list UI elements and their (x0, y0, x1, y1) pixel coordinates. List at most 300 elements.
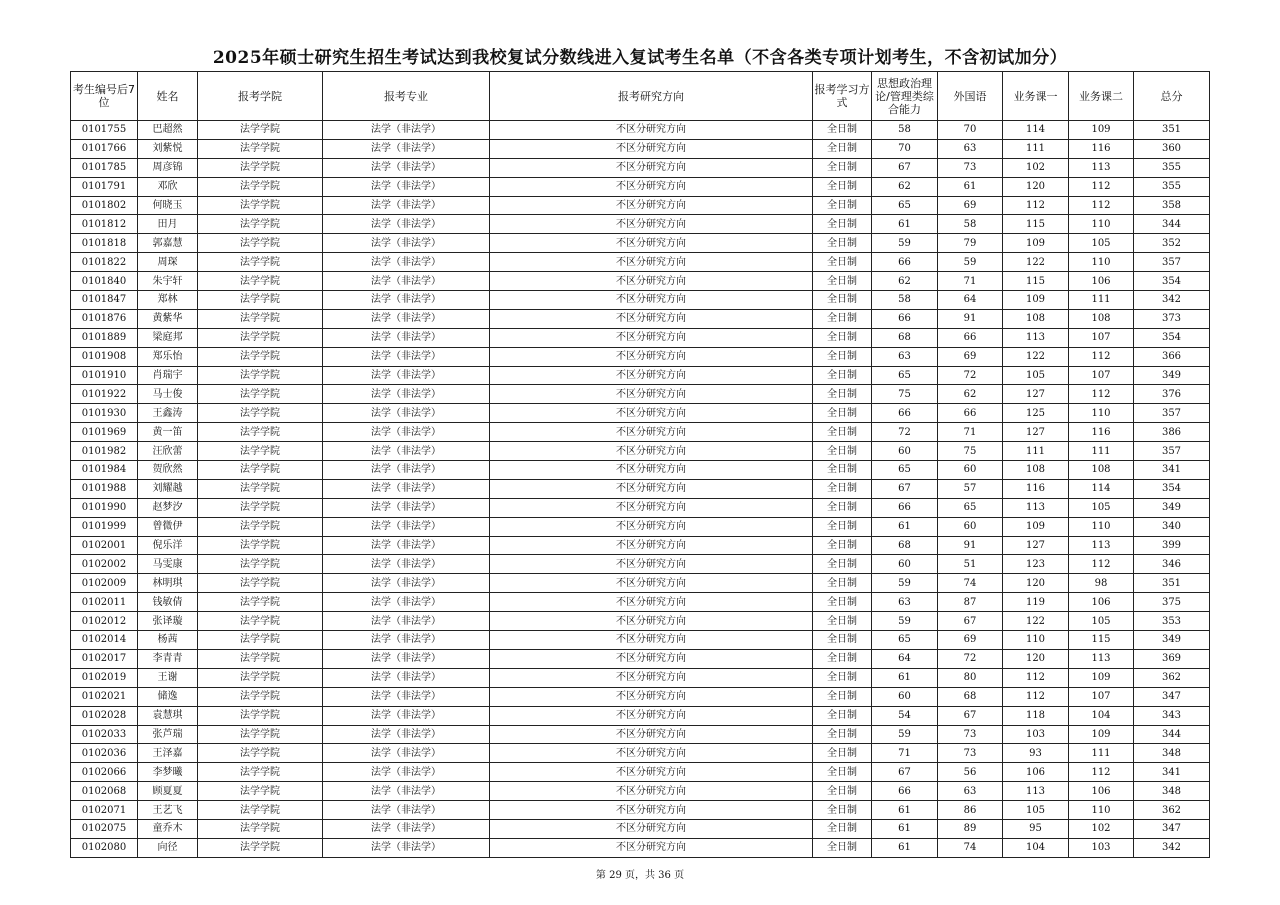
cell-total: 340 (1134, 517, 1210, 536)
cell-subject-two: 109 (1069, 725, 1134, 744)
cell-major: 法学（非法学） (323, 782, 490, 801)
header-cell-college: 报考学院 (198, 72, 323, 121)
cell-name: 王谢 (138, 668, 198, 687)
cell-name: 袁慧琪 (138, 706, 198, 725)
cell-subject-two: 105 (1069, 498, 1134, 517)
cell-study-mode: 全日制 (813, 177, 872, 196)
cell-name: 李青青 (138, 649, 198, 668)
cell-politics: 65 (872, 196, 938, 215)
table-row (71, 649, 1210, 668)
cell-total: 348 (1134, 744, 1210, 763)
cell-name: 周彦锦 (138, 158, 198, 177)
cell-major: 法学（非法学） (323, 177, 490, 196)
cell-foreign-language: 73 (938, 725, 1003, 744)
cell-research-direction: 不区分研究方向 (490, 121, 813, 140)
table-row (71, 309, 1210, 328)
cell-name: 马雯康 (138, 555, 198, 574)
cell-exam-id: 0102066 (71, 763, 138, 782)
cell-study-mode: 全日制 (813, 649, 872, 668)
cell-research-direction: 不区分研究方向 (490, 309, 813, 328)
table-body (71, 121, 1210, 858)
candidate-table (70, 71, 1210, 858)
cell-total: 362 (1134, 801, 1210, 820)
cell-name: 向径 (138, 838, 198, 857)
cell-major: 法学（非法学） (323, 404, 490, 423)
cell-research-direction: 不区分研究方向 (490, 461, 813, 480)
cell-study-mode: 全日制 (813, 725, 872, 744)
cell-major: 法学（非法学） (323, 706, 490, 725)
cell-politics: 61 (872, 801, 938, 820)
cell-exam-id: 0101766 (71, 139, 138, 158)
cell-total: 358 (1134, 196, 1210, 215)
cell-college: 法学学院 (198, 442, 323, 461)
cell-total: 348 (1134, 782, 1210, 801)
table-row (71, 328, 1210, 347)
cell-college: 法学学院 (198, 177, 323, 196)
cell-foreign-language: 74 (938, 838, 1003, 857)
cell-foreign-language: 71 (938, 423, 1003, 442)
cell-subject-two: 107 (1069, 687, 1134, 706)
cell-subject-one: 93 (1003, 744, 1069, 763)
cell-exam-id: 0102075 (71, 819, 138, 838)
cell-college: 法学学院 (198, 404, 323, 423)
cell-major: 法学（非法学） (323, 234, 490, 253)
cell-exam-id: 0102001 (71, 536, 138, 555)
cell-foreign-language: 63 (938, 139, 1003, 158)
cell-total: 341 (1134, 763, 1210, 782)
cell-research-direction: 不区分研究方向 (490, 196, 813, 215)
cell-college: 法学学院 (198, 121, 323, 140)
cell-name: 林明琪 (138, 574, 198, 593)
cell-college: 法学学院 (198, 725, 323, 744)
cell-politics: 60 (872, 442, 938, 461)
cell-exam-id: 0101910 (71, 366, 138, 385)
cell-college: 法学学院 (198, 158, 323, 177)
cell-study-mode: 全日制 (813, 744, 872, 763)
cell-name: 赵梦汐 (138, 498, 198, 517)
cell-major: 法学（非法学） (323, 763, 490, 782)
cell-college: 法学学院 (198, 649, 323, 668)
cell-exam-id: 0101889 (71, 328, 138, 347)
cell-subject-two: 112 (1069, 555, 1134, 574)
cell-politics: 61 (872, 819, 938, 838)
cell-major: 法学（非法学） (323, 215, 490, 234)
cell-study-mode: 全日制 (813, 479, 872, 498)
cell-major: 法学（非法学） (323, 517, 490, 536)
table-row (71, 385, 1210, 404)
cell-subject-two: 106 (1069, 782, 1134, 801)
cell-foreign-language: 73 (938, 744, 1003, 763)
cell-foreign-language: 67 (938, 706, 1003, 725)
cell-subject-one: 113 (1003, 782, 1069, 801)
cell-study-mode: 全日制 (813, 139, 872, 158)
cell-subject-one: 112 (1003, 668, 1069, 687)
cell-exam-id: 0101922 (71, 385, 138, 404)
cell-research-direction: 不区分研究方向 (490, 404, 813, 423)
cell-name: 巴超然 (138, 121, 198, 140)
cell-subject-one: 120 (1003, 574, 1069, 593)
cell-college: 法学学院 (198, 687, 323, 706)
cell-exam-id: 0102011 (71, 593, 138, 612)
cell-college: 法学学院 (198, 272, 323, 291)
cell-foreign-language: 69 (938, 347, 1003, 366)
table-row (71, 782, 1210, 801)
cell-exam-id: 0101791 (71, 177, 138, 196)
cell-subject-one: 112 (1003, 687, 1069, 706)
cell-major: 法学（非法学） (323, 668, 490, 687)
cell-major: 法学（非法学） (323, 725, 490, 744)
cell-subject-two: 110 (1069, 801, 1134, 820)
cell-politics: 59 (872, 574, 938, 593)
cell-subject-two: 109 (1069, 121, 1134, 140)
cell-study-mode: 全日制 (813, 461, 872, 480)
cell-research-direction: 不区分研究方向 (490, 668, 813, 687)
cell-subject-two: 107 (1069, 328, 1134, 347)
table-row (71, 687, 1210, 706)
cell-subject-two: 105 (1069, 234, 1134, 253)
cell-subject-one: 127 (1003, 423, 1069, 442)
cell-politics: 65 (872, 631, 938, 650)
cell-name: 顾夏夏 (138, 782, 198, 801)
cell-study-mode: 全日制 (813, 385, 872, 404)
cell-research-direction: 不区分研究方向 (490, 838, 813, 857)
cell-total: 354 (1134, 272, 1210, 291)
cell-subject-two: 116 (1069, 139, 1134, 158)
cell-subject-two: 111 (1069, 744, 1134, 763)
cell-subject-one: 110 (1003, 631, 1069, 650)
table-row (71, 291, 1210, 310)
cell-college: 法学学院 (198, 253, 323, 272)
table-row (71, 423, 1210, 442)
header-cell-major: 报考专业 (323, 72, 490, 121)
cell-study-mode: 全日制 (813, 536, 872, 555)
cell-subject-two: 113 (1069, 649, 1134, 668)
cell-name: 张译璇 (138, 612, 198, 631)
cell-politics: 63 (872, 347, 938, 366)
cell-total: 362 (1134, 668, 1210, 687)
cell-exam-id: 0101908 (71, 347, 138, 366)
cell-total: 369 (1134, 649, 1210, 668)
cell-study-mode: 全日制 (813, 687, 872, 706)
cell-politics: 62 (872, 177, 938, 196)
cell-research-direction: 不区分研究方向 (490, 385, 813, 404)
cell-name: 钱敏倩 (138, 593, 198, 612)
cell-politics: 70 (872, 139, 938, 158)
cell-exam-id: 0102071 (71, 801, 138, 820)
cell-foreign-language: 65 (938, 498, 1003, 517)
cell-foreign-language: 66 (938, 328, 1003, 347)
cell-study-mode: 全日制 (813, 328, 872, 347)
cell-politics: 66 (872, 404, 938, 423)
cell-foreign-language: 59 (938, 253, 1003, 272)
cell-research-direction: 不区分研究方向 (490, 744, 813, 763)
cell-foreign-language: 60 (938, 517, 1003, 536)
cell-exam-id: 0101755 (71, 121, 138, 140)
cell-politics: 59 (872, 725, 938, 744)
cell-name: 梁庭邦 (138, 328, 198, 347)
cell-research-direction: 不区分研究方向 (490, 215, 813, 234)
cell-name: 朱宇轩 (138, 272, 198, 291)
cell-research-direction: 不区分研究方向 (490, 687, 813, 706)
cell-major: 法学（非法学） (323, 687, 490, 706)
cell-subject-two: 98 (1069, 574, 1134, 593)
table-row (71, 612, 1210, 631)
cell-research-direction: 不区分研究方向 (490, 253, 813, 272)
cell-subject-two: 110 (1069, 404, 1134, 423)
table-row (71, 177, 1210, 196)
cell-politics: 67 (872, 158, 938, 177)
cell-college: 法学学院 (198, 763, 323, 782)
cell-study-mode: 全日制 (813, 291, 872, 310)
cell-total: 351 (1134, 121, 1210, 140)
cell-exam-id: 0102021 (71, 687, 138, 706)
cell-foreign-language: 61 (938, 177, 1003, 196)
cell-exam-id: 0101969 (71, 423, 138, 442)
table-row (71, 215, 1210, 234)
cell-college: 法学学院 (198, 498, 323, 517)
cell-study-mode: 全日制 (813, 612, 872, 631)
header-cell-research-direction: 报考研究方向 (490, 72, 813, 121)
cell-subject-two: 112 (1069, 196, 1134, 215)
cell-major: 法学（非法学） (323, 328, 490, 347)
cell-exam-id: 0102036 (71, 744, 138, 763)
cell-foreign-language: 72 (938, 366, 1003, 385)
cell-subject-two: 116 (1069, 423, 1134, 442)
cell-politics: 66 (872, 309, 938, 328)
cell-major: 法学（非法学） (323, 744, 490, 763)
cell-politics: 58 (872, 291, 938, 310)
cell-research-direction: 不区分研究方向 (490, 479, 813, 498)
cell-research-direction: 不区分研究方向 (490, 366, 813, 385)
cell-subject-two: 113 (1069, 536, 1134, 555)
cell-college: 法学学院 (198, 196, 323, 215)
table-row (71, 272, 1210, 291)
cell-politics: 71 (872, 744, 938, 763)
cell-foreign-language: 64 (938, 291, 1003, 310)
cell-foreign-language: 86 (938, 801, 1003, 820)
cell-total: 347 (1134, 687, 1210, 706)
cell-subject-one: 125 (1003, 404, 1069, 423)
cell-total: 355 (1134, 177, 1210, 196)
cell-college: 法学学院 (198, 593, 323, 612)
cell-major: 法学（非法学） (323, 121, 490, 140)
cell-research-direction: 不区分研究方向 (490, 234, 813, 253)
cell-major: 法学（非法学） (323, 819, 490, 838)
cell-major: 法学（非法学） (323, 272, 490, 291)
cell-subject-two: 112 (1069, 347, 1134, 366)
cell-total: 357 (1134, 442, 1210, 461)
cell-study-mode: 全日制 (813, 801, 872, 820)
cell-politics: 67 (872, 479, 938, 498)
header-cell-subject-two: 业务课二 (1069, 72, 1134, 121)
cell-exam-id: 0101930 (71, 404, 138, 423)
cell-major: 法学（非法学） (323, 347, 490, 366)
cell-exam-id: 0101999 (71, 517, 138, 536)
cell-politics: 61 (872, 517, 938, 536)
cell-name: 黄一笛 (138, 423, 198, 442)
cell-name: 张芦瑞 (138, 725, 198, 744)
cell-subject-one: 127 (1003, 385, 1069, 404)
cell-study-mode: 全日制 (813, 668, 872, 687)
cell-subject-two: 115 (1069, 631, 1134, 650)
cell-college: 法学学院 (198, 366, 323, 385)
cell-college: 法学学院 (198, 309, 323, 328)
table-row (71, 668, 1210, 687)
table-row (71, 819, 1210, 838)
header-cell-study-mode: 报考学习方式 (813, 72, 872, 121)
cell-politics: 66 (872, 782, 938, 801)
header-cell-subject-one: 业务课一 (1003, 72, 1069, 121)
cell-major: 法学（非法学） (323, 461, 490, 480)
cell-subject-one: 112 (1003, 196, 1069, 215)
cell-subject-two: 112 (1069, 177, 1134, 196)
cell-major: 法学（非法学） (323, 838, 490, 857)
cell-total: 357 (1134, 404, 1210, 423)
cell-name: 杨茜 (138, 631, 198, 650)
cell-total: 341 (1134, 461, 1210, 480)
cell-foreign-language: 58 (938, 215, 1003, 234)
cell-total: 386 (1134, 423, 1210, 442)
cell-exam-id: 0101847 (71, 291, 138, 310)
table-row (71, 366, 1210, 385)
cell-politics: 72 (872, 423, 938, 442)
cell-research-direction: 不区分研究方向 (490, 593, 813, 612)
cell-politics: 60 (872, 687, 938, 706)
cell-politics: 54 (872, 706, 938, 725)
table-row (71, 801, 1210, 820)
cell-major: 法学（非法学） (323, 309, 490, 328)
cell-exam-id: 0101822 (71, 253, 138, 272)
cell-total: 343 (1134, 706, 1210, 725)
cell-study-mode: 全日制 (813, 838, 872, 857)
cell-subject-two: 110 (1069, 253, 1134, 272)
cell-study-mode: 全日制 (813, 404, 872, 423)
cell-college: 法学学院 (198, 347, 323, 366)
cell-total: 357 (1134, 253, 1210, 272)
cell-subject-two: 110 (1069, 517, 1134, 536)
cell-study-mode: 全日制 (813, 782, 872, 801)
cell-foreign-language: 70 (938, 121, 1003, 140)
cell-name: 郑林 (138, 291, 198, 310)
cell-foreign-language: 73 (938, 158, 1003, 177)
cell-research-direction: 不区分研究方向 (490, 328, 813, 347)
cell-politics: 67 (872, 763, 938, 782)
cell-total: 344 (1134, 215, 1210, 234)
cell-name: 邓欣 (138, 177, 198, 196)
cell-major: 法学（非法学） (323, 158, 490, 177)
cell-total: 352 (1134, 234, 1210, 253)
cell-name: 贺欣然 (138, 461, 198, 480)
cell-name: 汪欣蕾 (138, 442, 198, 461)
cell-name: 童乔木 (138, 819, 198, 838)
cell-college: 法学学院 (198, 631, 323, 650)
cell-subject-two: 113 (1069, 158, 1134, 177)
cell-subject-two: 112 (1069, 385, 1134, 404)
cell-study-mode: 全日制 (813, 763, 872, 782)
cell-exam-id: 0102028 (71, 706, 138, 725)
cell-subject-one: 103 (1003, 725, 1069, 744)
table-row (71, 461, 1210, 480)
cell-study-mode: 全日制 (813, 347, 872, 366)
cell-exam-id: 0102009 (71, 574, 138, 593)
cell-subject-one: 108 (1003, 461, 1069, 480)
cell-exam-id: 0101785 (71, 158, 138, 177)
cell-subject-two: 114 (1069, 479, 1134, 498)
cell-subject-two: 103 (1069, 838, 1134, 857)
cell-major: 法学（非法学） (323, 612, 490, 631)
cell-exam-id: 0101984 (71, 461, 138, 480)
cell-subject-one: 108 (1003, 309, 1069, 328)
cell-foreign-language: 67 (938, 612, 1003, 631)
cell-study-mode: 全日制 (813, 272, 872, 291)
cell-research-direction: 不区分研究方向 (490, 272, 813, 291)
cell-total: 375 (1134, 593, 1210, 612)
cell-research-direction: 不区分研究方向 (490, 177, 813, 196)
cell-exam-id: 0101876 (71, 309, 138, 328)
cell-total: 344 (1134, 725, 1210, 744)
cell-major: 法学（非法学） (323, 366, 490, 385)
cell-major: 法学（非法学） (323, 385, 490, 404)
cell-study-mode: 全日制 (813, 309, 872, 328)
cell-research-direction: 不区分研究方向 (490, 442, 813, 461)
cell-name: 肖瑞宇 (138, 366, 198, 385)
cell-study-mode: 全日制 (813, 158, 872, 177)
cell-exam-id: 0101812 (71, 215, 138, 234)
cell-major: 法学（非法学） (323, 423, 490, 442)
cell-name: 黄紫华 (138, 309, 198, 328)
cell-exam-id: 0102017 (71, 649, 138, 668)
cell-subject-two: 111 (1069, 442, 1134, 461)
cell-research-direction: 不区分研究方向 (490, 536, 813, 555)
cell-name: 王艺飞 (138, 801, 198, 820)
cell-total: 349 (1134, 366, 1210, 385)
cell-politics: 60 (872, 555, 938, 574)
cell-major: 法学（非法学） (323, 555, 490, 574)
cell-major: 法学（非法学） (323, 253, 490, 272)
cell-politics: 65 (872, 366, 938, 385)
cell-subject-one: 122 (1003, 612, 1069, 631)
cell-name: 李梦曦 (138, 763, 198, 782)
cell-subject-one: 104 (1003, 838, 1069, 857)
cell-research-direction: 不区分研究方向 (490, 706, 813, 725)
cell-major: 法学（非法学） (323, 801, 490, 820)
cell-subject-one: 120 (1003, 177, 1069, 196)
cell-foreign-language: 79 (938, 234, 1003, 253)
cell-research-direction: 不区分研究方向 (490, 801, 813, 820)
cell-study-mode: 全日制 (813, 121, 872, 140)
cell-college: 法学学院 (198, 517, 323, 536)
table-row (71, 234, 1210, 253)
cell-subject-one: 113 (1003, 498, 1069, 517)
cell-politics: 63 (872, 593, 938, 612)
cell-study-mode: 全日制 (813, 593, 872, 612)
table-row (71, 706, 1210, 725)
cell-foreign-language: 68 (938, 687, 1003, 706)
cell-subject-two: 111 (1069, 291, 1134, 310)
cell-research-direction: 不区分研究方向 (490, 555, 813, 574)
cell-politics: 61 (872, 838, 938, 857)
cell-name: 郭嘉慧 (138, 234, 198, 253)
cell-subject-one: 127 (1003, 536, 1069, 555)
cell-subject-two: 109 (1069, 668, 1134, 687)
cell-study-mode: 全日制 (813, 819, 872, 838)
cell-research-direction: 不区分研究方向 (490, 819, 813, 838)
cell-exam-id: 0101802 (71, 196, 138, 215)
cell-research-direction: 不区分研究方向 (490, 631, 813, 650)
cell-study-mode: 全日制 (813, 253, 872, 272)
cell-study-mode: 全日制 (813, 196, 872, 215)
cell-foreign-language: 62 (938, 385, 1003, 404)
